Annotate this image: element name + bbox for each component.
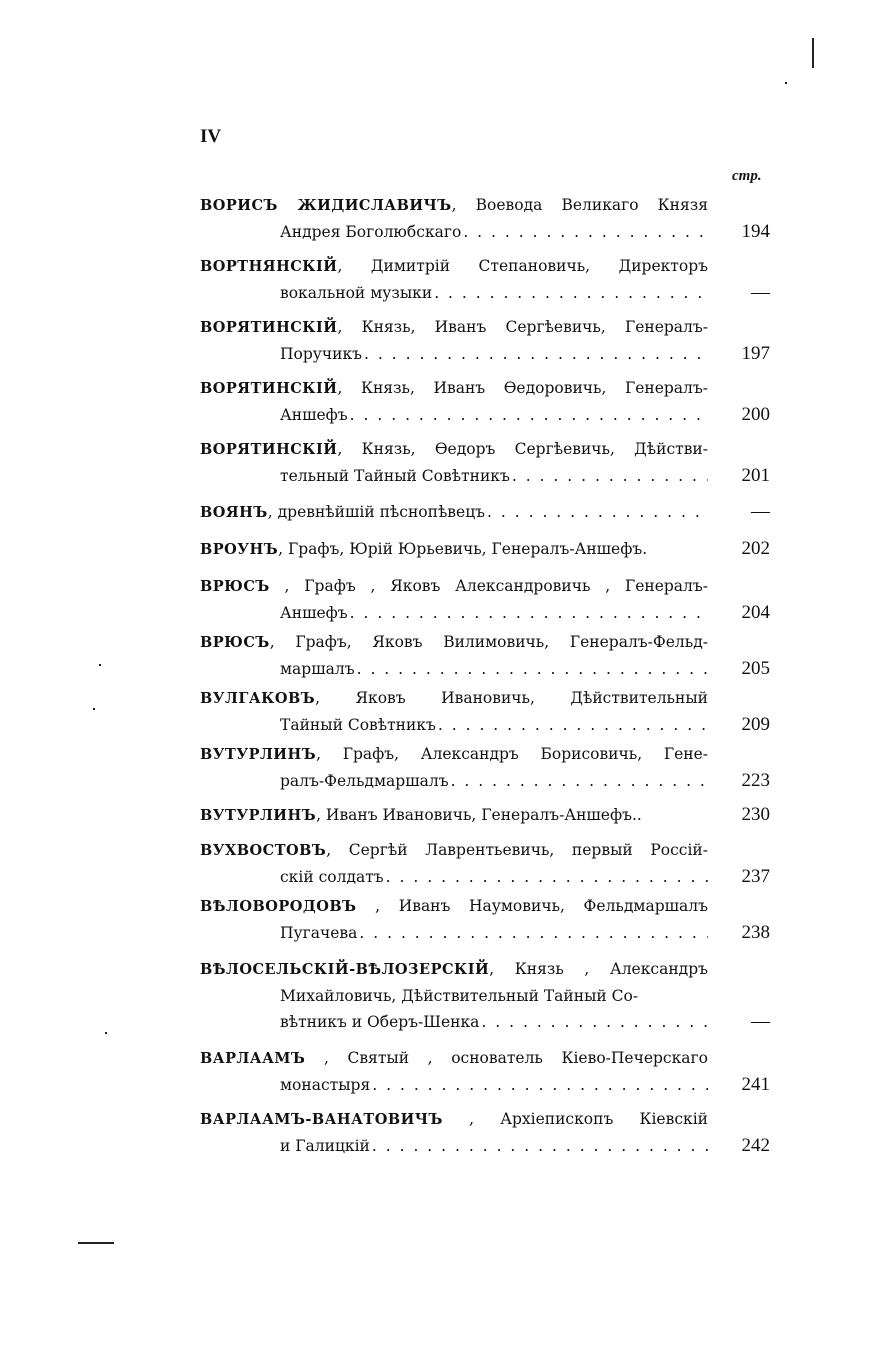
entry-page: 204 (741, 602, 770, 623)
entry-continuation: Аншефъ (280, 604, 348, 622)
entry-page: — (751, 501, 770, 522)
entry-continuation: вокальной музыки (280, 284, 433, 302)
index-entry (200, 314, 770, 367)
index-entry (200, 499, 770, 526)
entry-page: 201 (741, 465, 770, 486)
index-entry (200, 741, 770, 794)
entry-description: , Графъ, Юрій Юрьевичь, Генералъ-Аншефъ. (278, 540, 648, 558)
index-entry (200, 1106, 770, 1159)
index-entry (200, 1045, 770, 1098)
entry-page: — (751, 282, 770, 303)
entry-name: ВОРЯТИНСКІЙ (200, 441, 338, 458)
index-entry (200, 837, 770, 890)
entry-description: , Иванъ Наумовичь, Фельдмаршалъ (356, 897, 708, 915)
entry-page: 238 (741, 922, 770, 943)
entry-name: ВУТУРЛИНЪ (200, 746, 317, 763)
entry-page: 205 (741, 658, 770, 679)
entry-continuation: Пугачева (280, 924, 358, 942)
entry-continuation: скій солдатъ (280, 868, 384, 886)
entry-description: , Димитрій Степановичь, Директоръ (337, 257, 708, 275)
entry-name: ВРЮСЪ (200, 634, 270, 651)
entry-name: ВУЛГАКОВЪ (200, 690, 316, 707)
entry-page: 200 (741, 404, 770, 425)
entry-name: ВУХВОСТОВЪ (200, 842, 327, 859)
entry-page: 194 (741, 221, 770, 242)
entry-description: , Воевода Великаго Князя (451, 196, 708, 214)
entry-page: 237 (741, 866, 770, 887)
entry-continuation: монастыря (280, 1076, 371, 1094)
entry-description: , Архіепископъ Кіевскій (442, 1110, 708, 1128)
entry-name: ВОРЯТИНСКІЙ (200, 380, 338, 397)
entry-description: , Князь, Иванъ Ѳедоровичь, Генералъ- (337, 379, 708, 397)
entry-page: 202 (741, 538, 770, 559)
entry-description: , Графъ , Яковъ Александровичь , Генералъ- (269, 577, 708, 595)
index-entry (200, 629, 770, 682)
page-column-header: стр. (732, 168, 762, 184)
entry-name: ВОРЯТИНСКІЙ (200, 319, 338, 336)
entry-description: , Графъ, Яковъ Вилимовичь, Генералъ-Фельд- (269, 633, 708, 651)
index-entry (200, 685, 770, 738)
entry-page: 241 (741, 1074, 770, 1095)
entry-page: 223 (741, 770, 770, 791)
page-number: IV (200, 126, 222, 147)
entry-description: , древнѣйшій пѣснопѣвецъ (267, 503, 486, 521)
entry-description: , Князь, Ѳедоръ Сергѣевичь, Дѣйстви- (337, 440, 708, 458)
entry-page: — (751, 1011, 770, 1032)
entry-description: , Князь , Александръ (489, 960, 708, 978)
entry-continuation: Михайловичь, Дѣйствительный Тайный Со- (280, 987, 639, 1005)
entry-continuation: вѣтникъ и Оберъ-Шенка (280, 1013, 480, 1031)
entry-name: ВРЮСЪ (200, 578, 270, 595)
entry-page: 197 (741, 343, 770, 364)
entry-continuation: и Галицкій (280, 1137, 370, 1155)
entry-page: 230 (741, 804, 770, 825)
entry-name: ВѢЛОСЕЛЬСКІЙ-ВѢЛОЗЕРСКІЙ (200, 961, 490, 978)
index-entry (200, 192, 770, 245)
entry-description: , Иванъ Ивановичь, Генералъ-Аншефъ.. (316, 806, 642, 824)
entry-page: 242 (741, 1135, 770, 1156)
index-entry (200, 573, 770, 626)
entry-name: ВОЯНЪ (200, 504, 268, 521)
entry-continuation: Тайный Совѣтникъ (280, 716, 436, 734)
entry-description: , Яковъ Ивановичь, Дѣйствительный (315, 689, 708, 707)
index-entry (200, 253, 770, 306)
entry-continuation: Андрея Боголюбскаго (280, 223, 462, 241)
entry-name: ВѢЛОВОРОДОВЪ (200, 898, 357, 915)
entry-name: ВАРЛААМЪ-ВАНАТОВИЧЪ (200, 1111, 443, 1128)
entry-description: , Сергѣй Лаврентьевичь, первый Россій- (326, 841, 708, 859)
entry-description: , Князь, Иванъ Сергѣевичь, Генералъ- (337, 318, 708, 336)
entry-description: , Святый , основатель Кіево-Печерскаго (305, 1049, 708, 1067)
entry-name: ВАРЛААМЪ (200, 1050, 306, 1067)
entry-description: , Графъ, Александръ Борисовичь, Гене- (316, 745, 708, 763)
index-entry (200, 436, 770, 489)
entry-name: ВОРИСЪ ЖИДИСЛАВИЧЪ (200, 197, 452, 214)
index-entry (200, 375, 770, 428)
entry-continuation: Поручикъ (280, 345, 363, 363)
entry-name: ВУТУРЛИНЪ (200, 807, 317, 824)
entry-continuation: тельный Тайный Совѣтникъ (280, 467, 510, 485)
entry-continuation: маршалъ (280, 660, 355, 678)
entry-name: ВОРТНЯНСКІЙ (200, 258, 338, 275)
index-entry (200, 956, 770, 1035)
entry-page: 209 (741, 714, 770, 735)
index-entries (200, 192, 770, 1159)
index-entry (200, 536, 770, 563)
entry-name: ВРОУНЪ (200, 541, 279, 558)
index-entry (200, 893, 770, 946)
index-entry (200, 802, 770, 829)
entry-continuation: ралъ-Фельдмаршалъ (280, 772, 449, 790)
entry-continuation: Аншефъ (280, 406, 348, 424)
